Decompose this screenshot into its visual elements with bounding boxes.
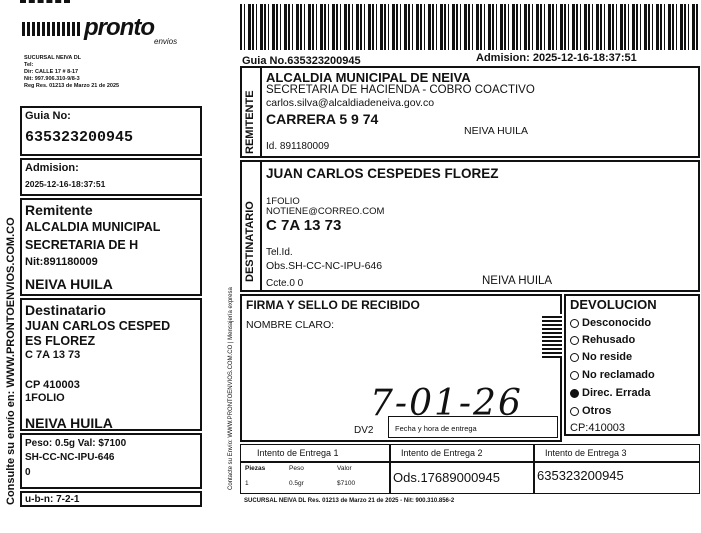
devolucion-option-direc-errada[interactable]: Direc. Errada: [570, 388, 650, 399]
stub-remitente-city: NEIVA HUILA: [25, 276, 113, 292]
mini-header: Piezas: [245, 465, 266, 472]
dest-email: NOTIENE@CORREO.COM: [266, 206, 385, 217]
remitente-dept: SECRETARIA DE HACIENDA - COBRO COACTIVO: [266, 84, 535, 96]
stub-remitente-box: [20, 198, 202, 296]
stub-guia-number: 635323200945: [25, 129, 134, 146]
devolucion-option-no-reside[interactable]: No reside: [570, 352, 632, 363]
stub-vertical-url: Consulte su envío en: WWW.PRONTOENVIOS.COM.CO: [5, 217, 17, 505]
dest-name: JUAN CARLOS CESPEDES FLOREZ: [266, 166, 499, 181]
stub-admision-label: Admision:: [25, 162, 79, 174]
stub-admision-box: [20, 158, 202, 196]
destinatario-label: DESTINATARIO: [244, 201, 256, 282]
stub-peso-line: Peso: 0.5g Val: $7100: [25, 438, 127, 449]
intento-1: Intento de Entrega 1: [257, 448, 339, 458]
remitente-city: NEIVA HUILA: [464, 125, 528, 137]
radio-icon: [570, 336, 579, 345]
stub-peso-line: SH-CC-NC-IPU-646: [25, 452, 115, 463]
firma-section: [240, 294, 562, 442]
devolucion-title: DEVOLUCION: [570, 297, 657, 312]
devolucion-section: [564, 294, 700, 436]
mini-value: 1: [245, 480, 249, 487]
devolucion-option-desconocido[interactable]: Desconocido: [570, 318, 651, 329]
stub-destinatario-line: ES FLOREZ: [25, 334, 96, 348]
stub-peso-box: [20, 433, 202, 489]
mini-header: Peso: [289, 465, 304, 472]
dest-ccte: Ccte.0 0: [266, 278, 304, 289]
stub-destinatario-extra: CP 410003: [25, 379, 80, 391]
intento-2: Intento de Entrega 2: [401, 448, 483, 458]
nombre-claro-label: NOMBRE CLARO:: [246, 319, 335, 331]
radio-icon: [570, 353, 579, 362]
radio-checked-icon: [570, 389, 579, 398]
radio-icon: [570, 371, 579, 380]
stub-destinatario-city: NEIVA HUILA: [25, 415, 113, 431]
stub-remitente-line: ALCALDIA MUNICIPAL: [25, 220, 161, 234]
devolucion-option-otros[interactable]: Otros: [570, 406, 611, 417]
stub-footer-box: [20, 491, 202, 507]
remitente-label: REMITENTE: [244, 90, 256, 154]
logo: [22, 16, 192, 46]
logo-text: pronto: [84, 14, 154, 41]
stub-destinatario-title: Destinatario: [25, 302, 106, 318]
dest-folio: 1FOLIO: [266, 196, 300, 207]
stub-destinatario-line: JUAN CARLOS CESPED: [25, 319, 171, 333]
stub-guia-box: [20, 106, 202, 156]
stub-destinatario-extra: 1FOLIO: [25, 392, 65, 404]
intento-3: Intento de Entrega 3: [545, 448, 627, 458]
remitente-address: CARRERA 5 9 74: [266, 111, 379, 127]
guia-footer-number: 635323200945: [537, 468, 624, 483]
dest-tel: Tel.Id.: [266, 247, 293, 258]
radio-icon: [570, 319, 579, 328]
dest-obs: Obs.SH-CC-NC-IPU-646: [266, 260, 383, 272]
devolucion-option-rehusado[interactable]: Rehusado: [570, 335, 635, 346]
stub-admision-value: 2025-12-16-18:37:51: [25, 179, 106, 189]
logo-subtext: envios: [154, 37, 178, 46]
remitente-section: [240, 66, 700, 158]
stub-guia-label: Guia No:: [25, 110, 71, 122]
stub-destinatario-line: C 7A 13 73: [25, 349, 81, 361]
handwritten-date: 7-01-26: [370, 383, 523, 424]
scan-noise: [542, 314, 562, 358]
destinatario-section: [240, 160, 700, 292]
mini-header: Valor: [337, 465, 352, 472]
dv2-label: DV2: [354, 425, 374, 436]
mini-value: $7100: [337, 480, 356, 487]
footer-text: SUCURSAL NEIVA DL Res. 01213 de Marzo 21 de 2025 - Nit: 900.310.856-2: [244, 498, 455, 504]
company-block: SUCURSAL NEIVA DL Tel: Dir: CALLE 17 # 8-17 Nit: 997.906.310-9/8-3 Reg Res. 01213 de Marzo 21 de 2025: [24, 55, 120, 89]
remitente-id: Id. 891180009: [266, 141, 330, 152]
side-vertical-text: Contacte su Envío: WWW.PRONTOENVIOS.COM.CO | Mensajería expresa: [228, 287, 234, 490]
stub-top-dashes: [20, 0, 70, 6]
stub-remitente-line: SECRETARIA DE H: [25, 238, 139, 252]
remitente-email: carlos.silva@alcaldiadeneiva.gov.co: [266, 97, 435, 109]
stub-remitente-title: Remitente: [25, 202, 93, 218]
stub-peso-line: 0: [25, 467, 31, 478]
guia-header: Guia No.635323200945: [242, 55, 361, 67]
intento-row: [240, 444, 700, 494]
admision-header: Admision: 2025-12-16-18:37:51: [476, 52, 637, 64]
fecha-box: [388, 416, 558, 438]
firma-title: FIRMA Y SELLO DE RECIBIDO: [246, 298, 420, 312]
stub-destinatario-box: [20, 298, 202, 431]
devolucion-cp: CP:410003: [570, 422, 626, 434]
devolucion-option-no-reclamado[interactable]: No reclamado: [570, 370, 655, 381]
fecha-label: Fecha y hora de entrega: [395, 424, 477, 433]
mini-value: 0.5gr: [289, 480, 304, 487]
radio-icon: [570, 407, 579, 416]
ods-number: Ods.17689000945: [393, 470, 500, 485]
stub-footer-code: u-b-n: 7-2-1: [25, 494, 80, 505]
top-barcode: [240, 4, 700, 50]
remitente-name: ALCALDIA MUNICIPAL DE NEIVA: [266, 70, 471, 85]
dest-city: NEIVA HUILA: [482, 275, 553, 287]
stub-remitente-line: Nit:891180009: [25, 256, 98, 268]
dest-address: C 7A 13 73: [266, 217, 342, 234]
